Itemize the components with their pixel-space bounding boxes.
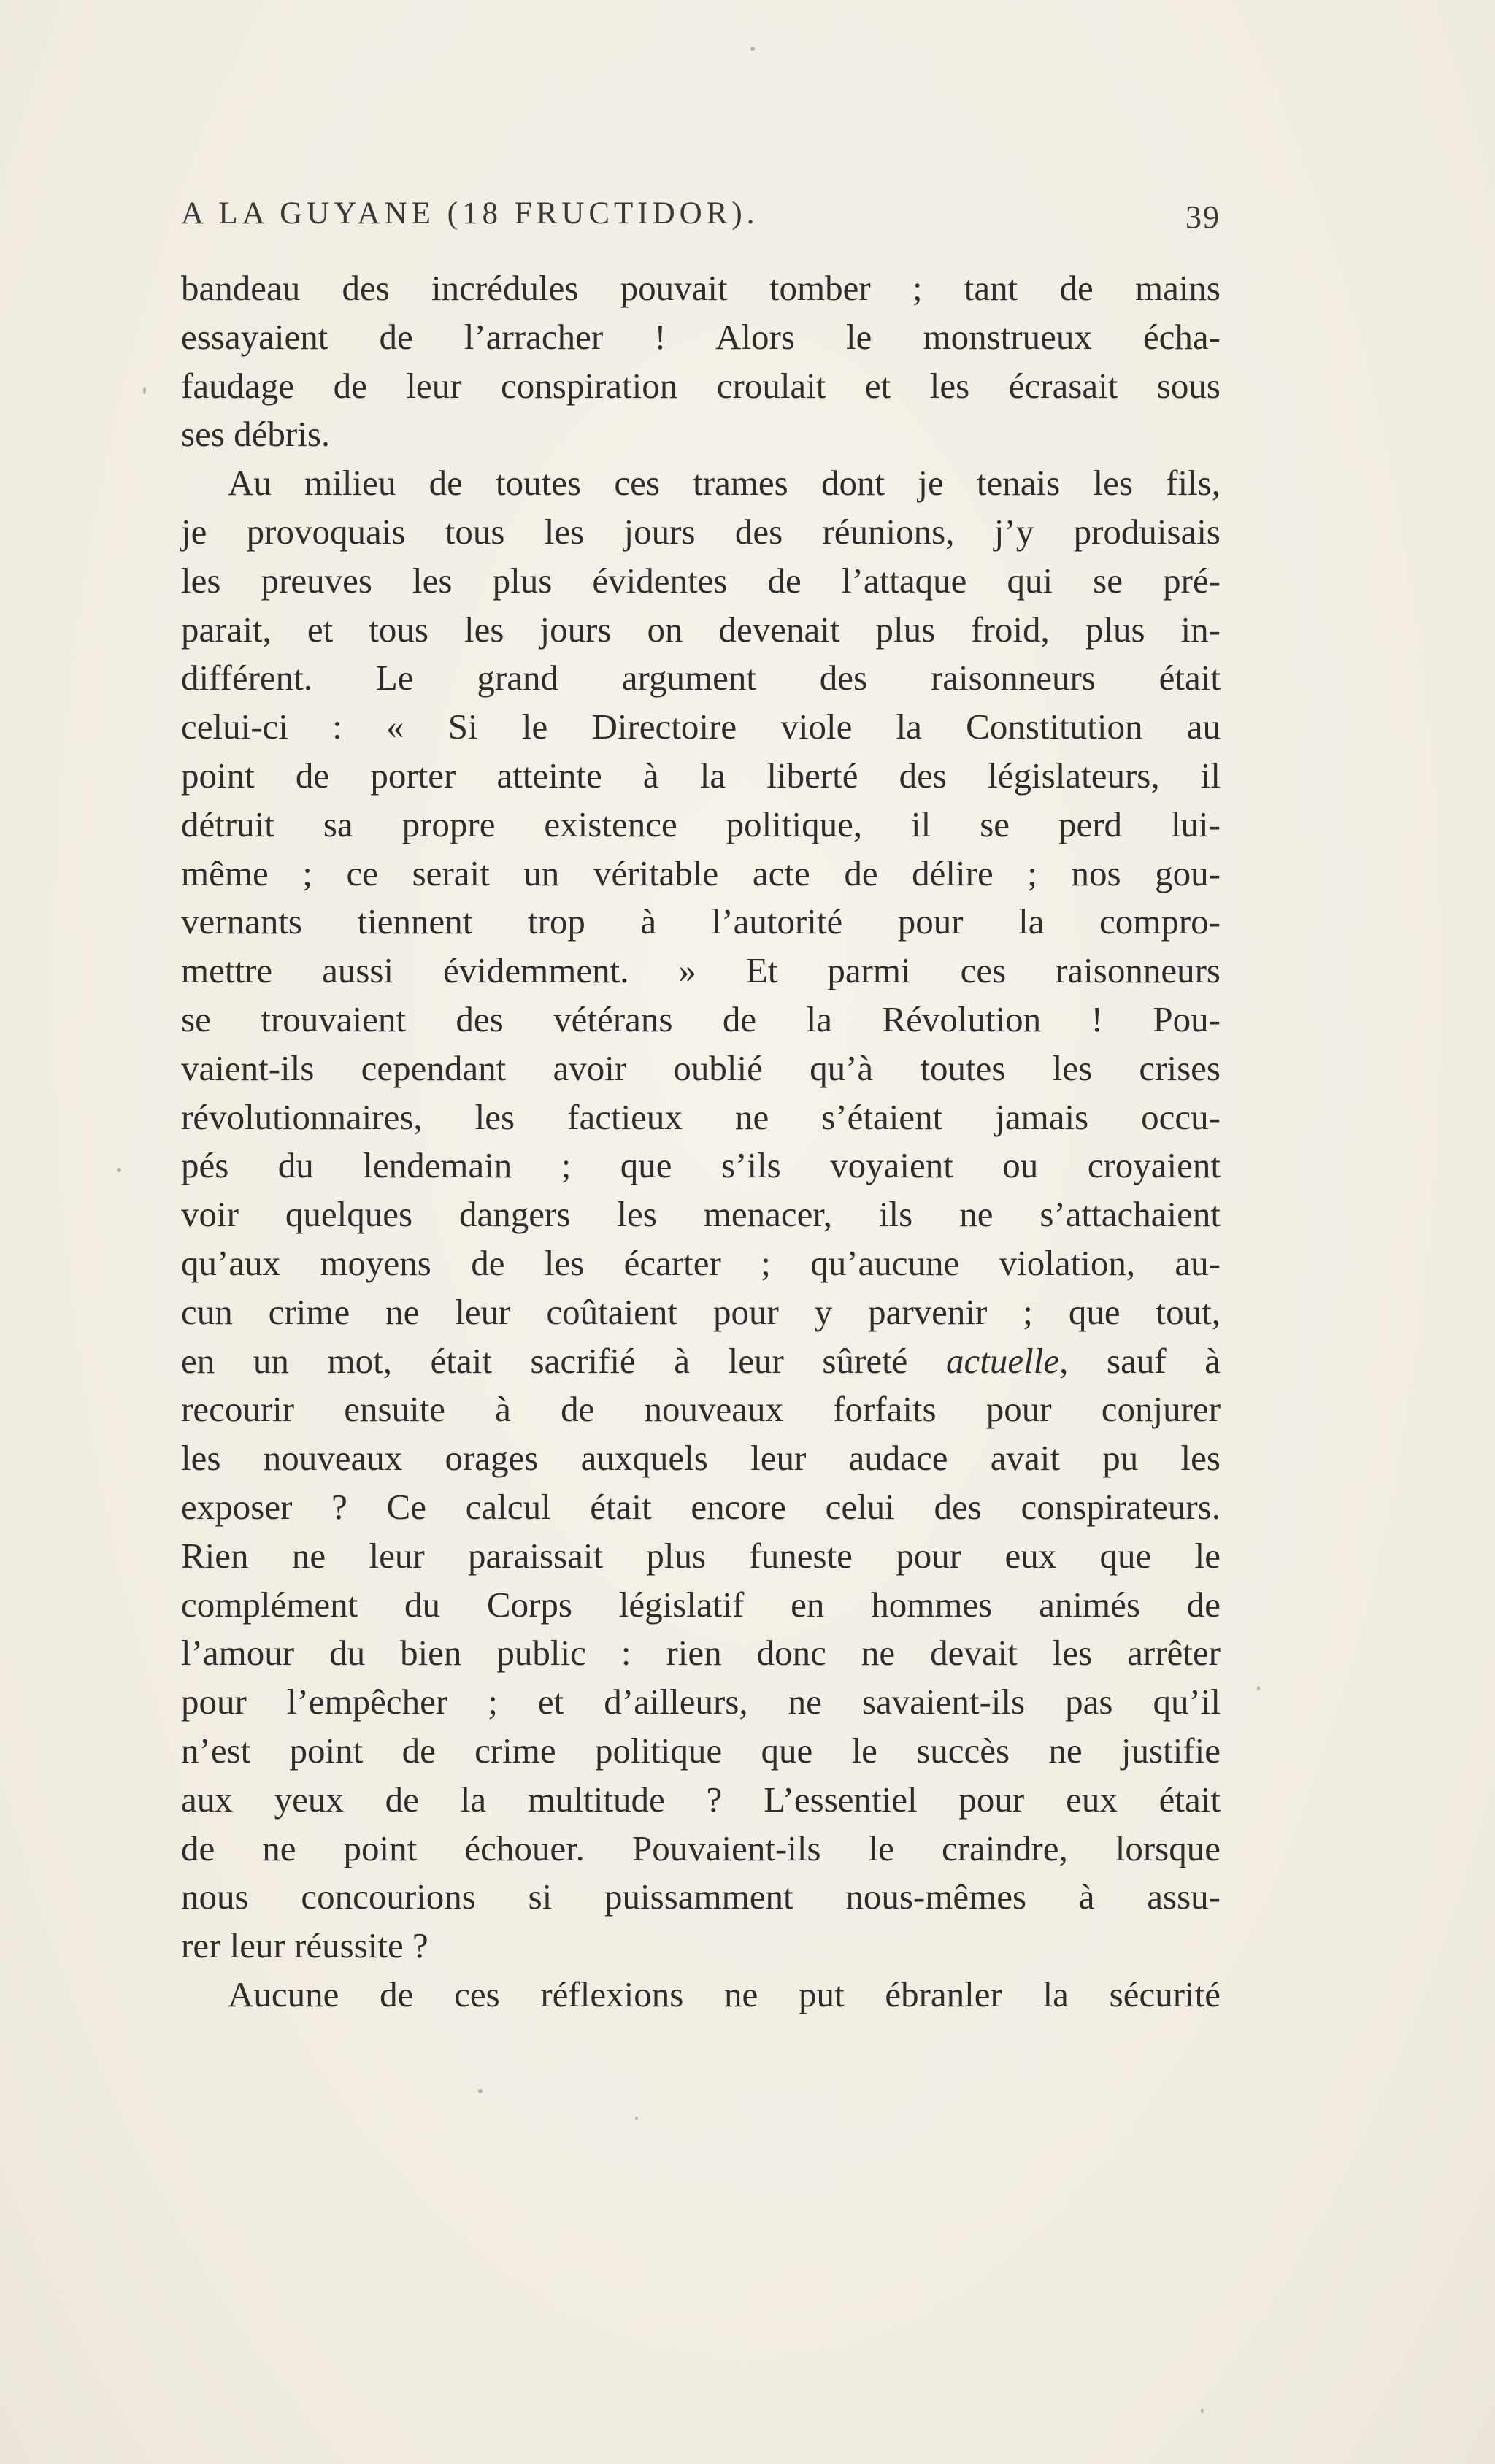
text-line: se trouvaient des vétérans de la Révolution ! Pou-: [181, 998, 1221, 1039]
text-line: point de porter atteinte à la liberté des législateurs, il: [181, 755, 1221, 796]
text-line: n’est point de crime politique que le succès ne justifie: [181, 1730, 1221, 1771]
text-line: Rien ne leur paraissait plus funeste pour eux que le: [181, 1535, 1221, 1576]
text-line: celui-ci : « Si le Directoire viole la Constitution au: [181, 707, 1221, 747]
text-line: les preuves les plus évidentes de l’attaque qui se pré-: [181, 560, 1221, 601]
text-line: nous concourions si puissamment nous-mêmes à assu-: [181, 1876, 1221, 1917]
text-segment: en un mot, était sacrifié à leur sûreté: [181, 1340, 947, 1381]
page-header: [0, 196, 1221, 247]
paper-speck: [635, 2117, 638, 2120]
paper-speck: [478, 2089, 483, 2093]
text-line: cun crime ne leur coûtaient pour y parvenir ; que tout,: [181, 1291, 1221, 1332]
text-line: ses débris.: [181, 414, 331, 455]
paper-speck: [1201, 2409, 1204, 2413]
text-line: Au milieu de toutes ces trames dont je tenais les fils,: [228, 463, 1221, 504]
text-line: l’amour du bien public : rien donc ne devait les arrêter: [181, 1633, 1221, 1674]
text-segment: , sauf à: [1059, 1340, 1221, 1381]
italic-word: actuelle: [946, 1340, 1060, 1381]
running-title: A LA GUYANE (18 FRUCTIDOR).: [181, 196, 759, 231]
text-line: parait, et tous les jours on devenait plus froid, plus in-: [181, 609, 1221, 650]
text-line: aux yeux de la multitude ? L’essentiel pour eux était: [181, 1779, 1221, 1820]
body-text: [181, 264, 1221, 2020]
text-line: recourir ensuite à de nouveaux forfaits pour conjurer: [181, 1389, 1221, 1430]
text-line: révolutionnaires, les factieux ne s’étaient jamais occu-: [181, 1096, 1221, 1137]
text-line: je provoquais tous les jours des réunions, j’y produisais: [181, 511, 1221, 552]
text-line: pour l’empêcher ; et d’ailleurs, ne savaient-ils pas qu’il: [181, 1682, 1221, 1722]
text-line-with-italic: [181, 1337, 1221, 1386]
text-line: vaient-ils cependant avoir oublié qu’à toutes les crises: [181, 1047, 1221, 1088]
text-line: essayaient de l’arracher ! Alors le monstrueux écha-: [181, 316, 1221, 357]
text-line: pés du lendemain ; que s’ils voyaient ou croyaient: [181, 1145, 1221, 1186]
text-line: complément du Corps législatif en hommes animés de: [181, 1584, 1221, 1625]
page-number: 39: [1185, 199, 1221, 235]
text-line: même ; ce serait un véritable acte de délire ; nos gou-: [181, 852, 1221, 893]
text-line: faudage de leur conspiration croulait et les écrasait sous: [181, 365, 1221, 406]
text-line: les nouveaux orages auxquels leur audace avait pu les: [181, 1438, 1221, 1479]
paper-speck: [1257, 1686, 1260, 1690]
paper-speck: [117, 1168, 121, 1172]
text-line: détruit sa propre existence politique, il se perd lui-: [181, 804, 1221, 844]
text-line: rer leur réussite ?: [181, 1925, 428, 1966]
text-line: vernants tiennent trop à l’autorité pour la compro-: [181, 901, 1221, 942]
text-line: voir quelques dangers les menacer, ils ne s’attachaient: [181, 1194, 1221, 1235]
text-line: Aucune de ces réflexions ne put ébranler la sécurité: [228, 1974, 1221, 2014]
text-line: bandeau des incrédules pouvait tomber ; tant de mains: [181, 268, 1221, 308]
text-line: exposer ? Ce calcul était encore celui des conspirateurs.: [181, 1486, 1221, 1527]
text-line: qu’aux moyens de les écarter ; qu’aucune violation, au-: [181, 1242, 1221, 1283]
paper-speck: [750, 47, 755, 51]
text-line: de ne point échouer. Pouvaient-ils le craindre, lorsque: [181, 1828, 1221, 1868]
paper-speck: [143, 387, 146, 394]
text-line: différent. Le grand argument des raisonneurs était: [181, 658, 1221, 698]
text-line: mettre aussi évidemment. » Et parmi ces raisonneurs: [181, 950, 1221, 991]
